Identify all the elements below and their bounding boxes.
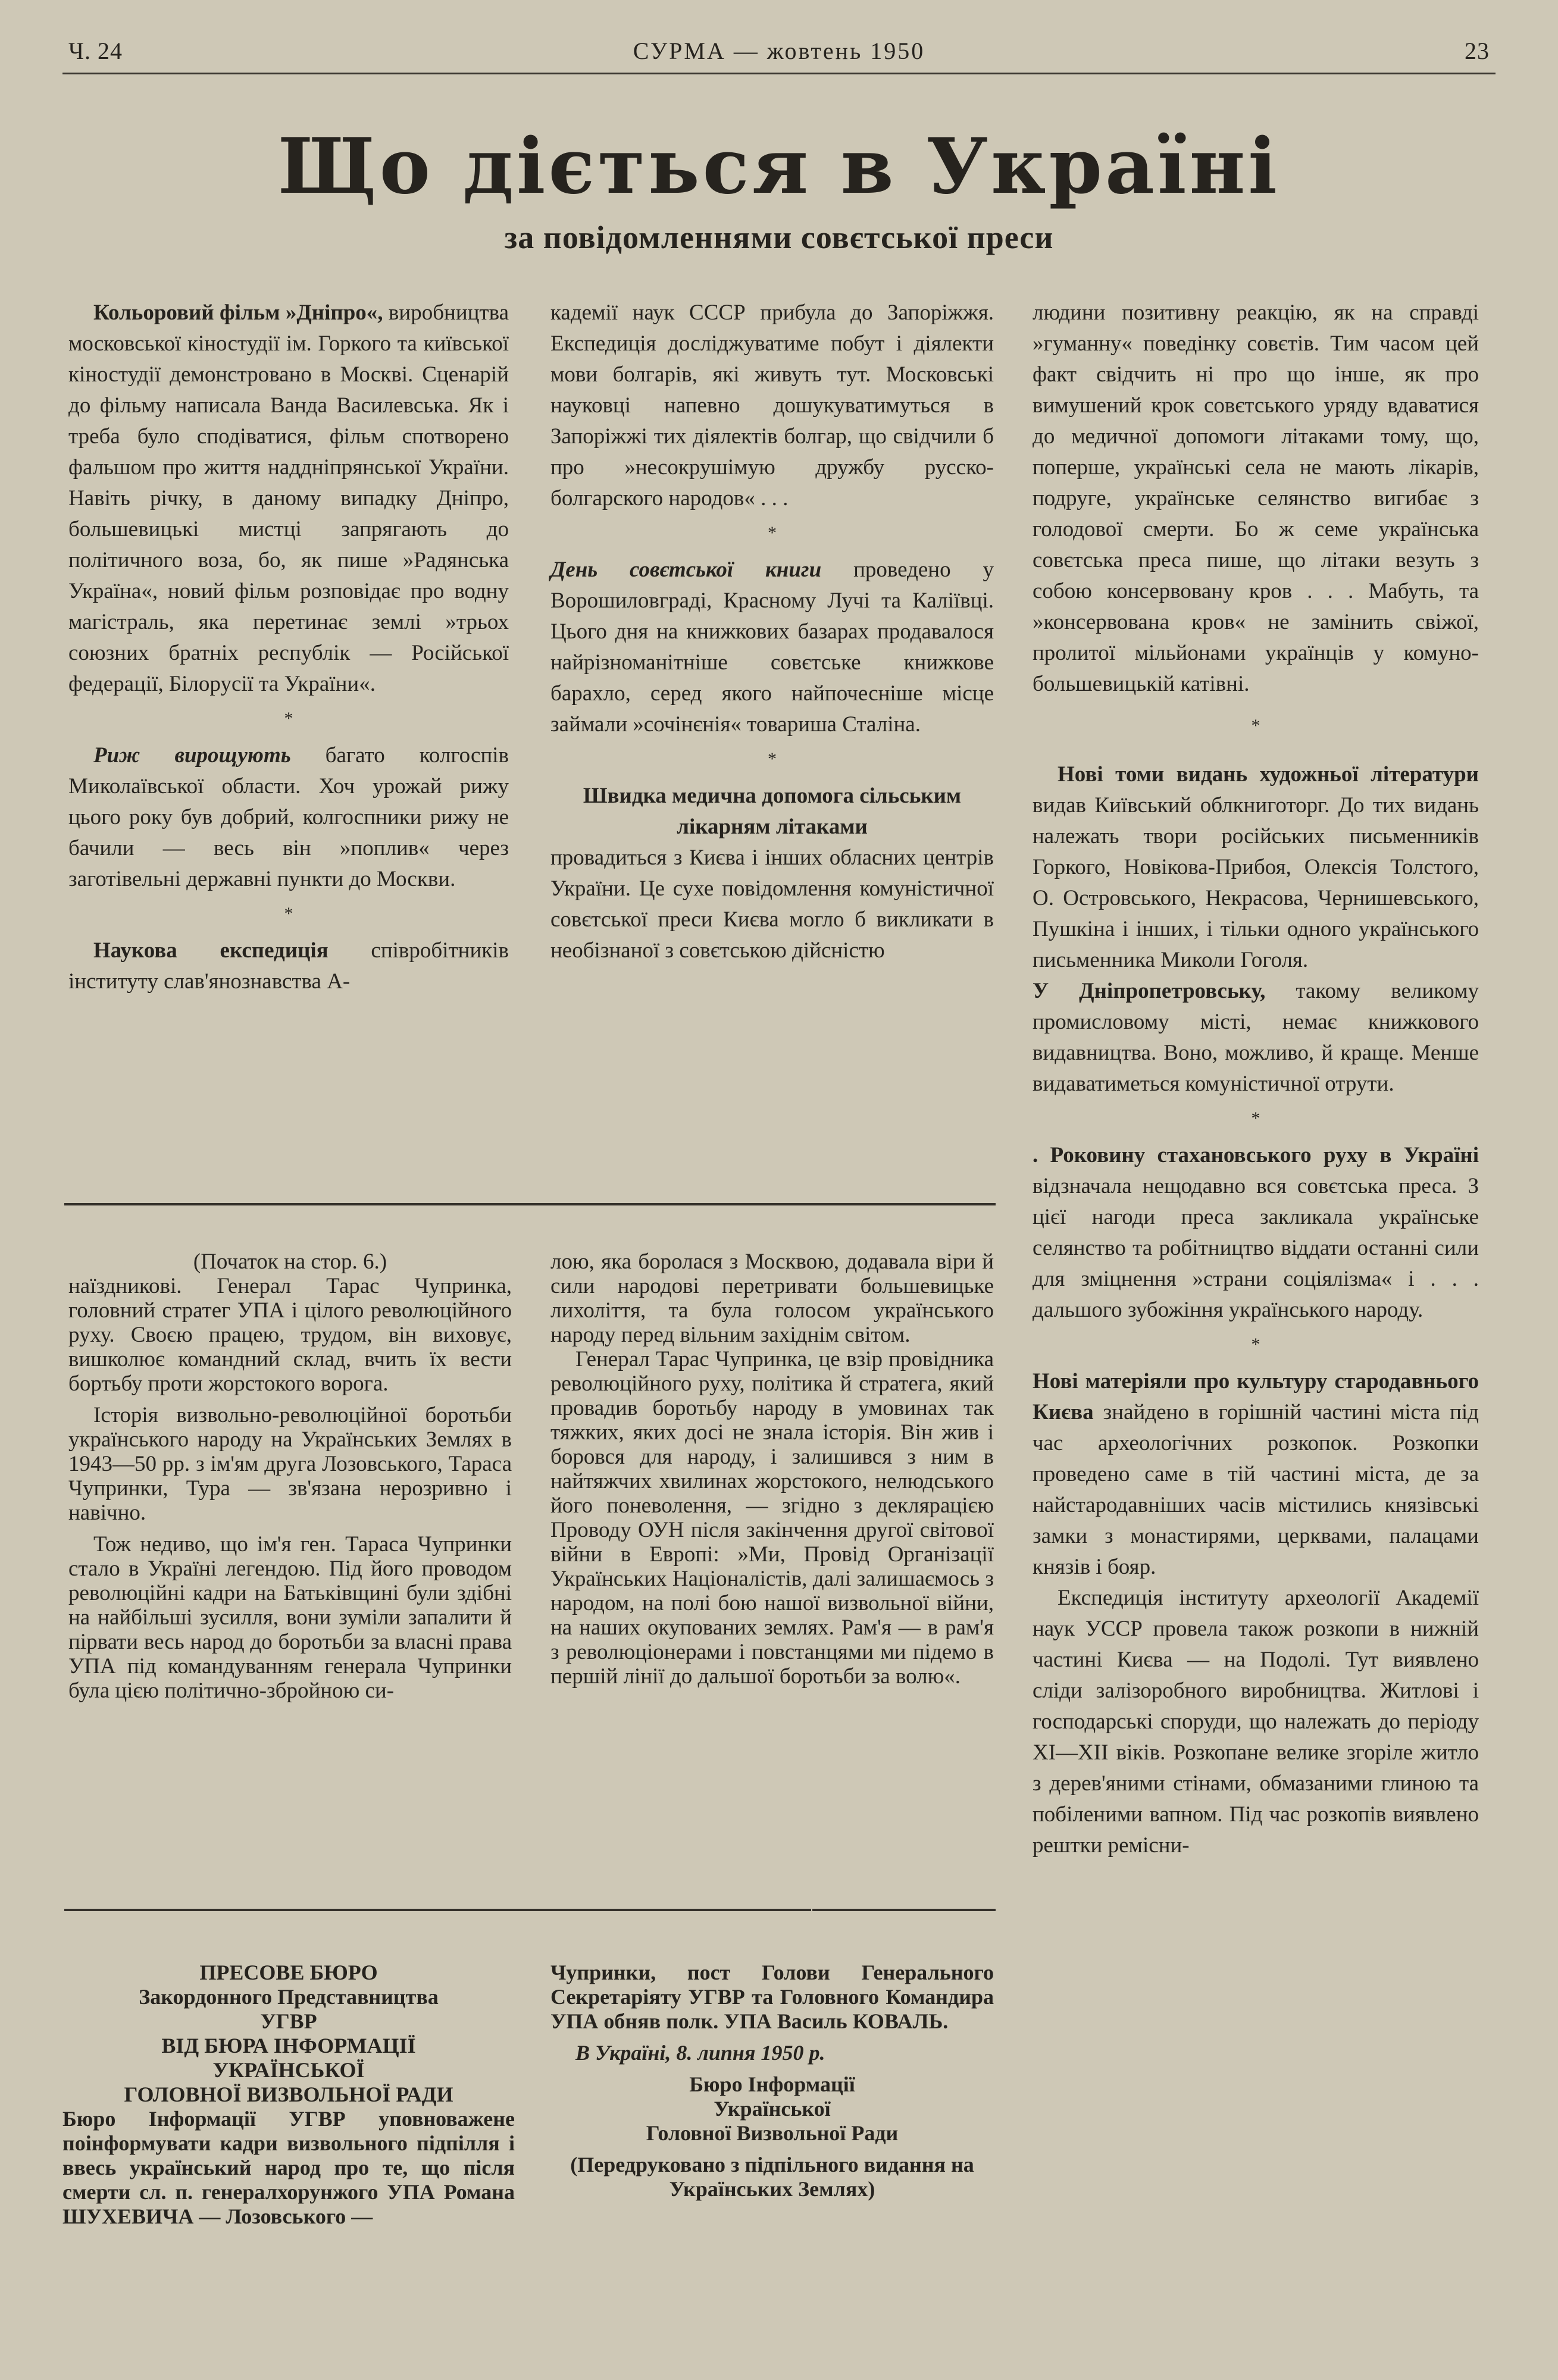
separator-star: * <box>1251 1108 1260 1128</box>
separator-star: * <box>1251 1335 1260 1354</box>
section-divider <box>64 1909 811 1911</box>
separator-star: * <box>284 904 293 923</box>
separator-star: * <box>1251 716 1260 735</box>
paragraph: Історія визвольно-революційної боротьби українського народу на Українських Землях в 1943—50 рр. з ім'ям друга Лозовського, Тараса Чупринки, Тура — зв'язана нерозривно і навічно. <box>68 1403 512 1525</box>
paragraph-text: видав Київський облкниготорг. До тих видань належать твори російських письменників Горкого, Новікова-Прибоя, Олексія Толстого, О. Островського, Некрасова, Чернишевського, Пушкіна і інших, і тільки одного українського письменника Миколи Гоголя. <box>1033 793 1479 972</box>
signature-line: Української <box>714 2097 831 2121</box>
page-title: Що діється в Україні <box>278 122 1280 211</box>
running-head <box>68 37 1490 73</box>
page-subtitle: за повідомленнями совєтської преси <box>504 220 1054 255</box>
article-column-1 <box>68 298 509 997</box>
separator-star: * <box>284 709 293 728</box>
lead-in: Риж вирощують <box>93 743 291 768</box>
press-bureau-notice <box>62 1961 515 2229</box>
paragraph: Тож недиво, що ім'я ген. Тараса Чупринки стало в Україні легендою. Під його проводом революційні кадри на Батьківщині були здібні на найбільші зусилля, вони зуміли запалити й пірвати весь народ до боротьби за власні права УПА під командуванням генерала Чупринки була цією політично-збройною си- <box>68 1532 512 1703</box>
section-heading: Швидка медична допомога сільським лікарням літаками <box>583 784 962 839</box>
signature-line: Головної Визвольної Ради <box>646 2121 899 2145</box>
press-bureau-notice-continued <box>550 1961 994 2202</box>
paragraph <box>68 935 509 997</box>
paragraph <box>68 298 509 700</box>
notice-heading: ВІД БЮРА ІНФОРМАЦІЇ <box>161 2034 416 2058</box>
masthead: СУРМА — жовтень 1950 <box>633 37 925 64</box>
paragraph <box>1033 759 1479 976</box>
paragraph: Чупринки, пост Голови Генерального Секретаріяту УГВР та Головного Командира УПА обняв полк. УПА Василь КОВАЛЬ. <box>550 1961 994 2033</box>
paragraph <box>68 740 509 895</box>
lead-in: День совєтської книги <box>550 558 822 582</box>
continuation-column-1 <box>68 1250 512 1703</box>
lead-in: . Роковину стахановського руху в Україні <box>1033 1143 1479 1167</box>
paragraph: Генерал Тарас Чупринка, це взір провідника революційного руху, політика й стратега, який провадив боротьбу народу в умовинах так тяжких, яких досі не знала історія. Він жив і боровся для народу, і залишився з ним в найтяжчих хвилинах жорстокого, нелюдського його поневолення, — згідно з деклярацією Проводу ОУН після закінчення другої світової війни в Европі: »Ми, Провід Організації Українських Націоналістів, далі залишаємось з народом, на полі бою нашої визвольної війни, на наших окупованих землях. Рам'я — в рам'я з революціонерами і повстанцями ми підемо в першій лінії до дальшої боротьби за волю«. <box>550 1347 994 1689</box>
paragraph-text: знайдено в горішній частині міста під час археологічних розкопок. Розкопки проведено саме в тій частині міста, де за найстародавніших часів містились князівські замки з монастирями, церквами, палацами князів і бояр. <box>1033 1400 1479 1579</box>
paragraph: кадемії наук СССР прибула до Запоріжжя. Експедиція досліджуватиме побут і діялекти мови болгарів, які живуть тут. Московські науковці напевно дошукуватимуться в Запоріжжі тих діялектів болгар, що свідчили б про »несокрушімую дружбу русско-болгарского народов« . . . <box>550 300 994 511</box>
source-note: (Передруковано з підпільного видання на Українських Землях) <box>570 2153 974 2201</box>
paragraph <box>1033 1366 1479 1583</box>
notice-date: В Україні, 8. липня 1950 р. <box>575 2041 825 2065</box>
issue-number: Ч. 24 <box>68 37 123 64</box>
page-number: 23 <box>1465 37 1490 64</box>
paragraph-text: відзначала нещодавно вся совєтська преса. З цієї нагоди преса закликала українське селянство та робітництво віддати останні сили для зміцнення »страни соціялізма« і . . . дальшого зубожіння українського народу. <box>1033 1174 1479 1322</box>
lead-in: Наукова експедиція <box>93 938 329 963</box>
notice-heading: ГОЛОВНОЇ ВИЗВОЛЬНОЇ РАДИ <box>124 2082 453 2106</box>
lead-in: Нові матеріяли про культуру стародавнього Києва <box>1033 1369 1479 1424</box>
lead-in: Кольоровий фільм »Дніпро«, <box>93 300 383 325</box>
signature-line: Бюро Інформації <box>689 2072 855 2096</box>
paragraph <box>550 555 994 740</box>
paragraph-text: багато колгоспів Миколаївської области. Хоч урожай рижу цього року був добрий, колгоспники рижу не бачили — весь він »поплив« через заготівельні державні пункти до Москви. <box>68 743 509 891</box>
paragraph-text: співробітників інституту слав'янознавства А- <box>68 938 509 994</box>
paragraph <box>1033 976 1479 1100</box>
paragraph: Експедиція інституту археології Академії наук УССР провела також розкопи в нижній частині Києва — на Подолі. Тут виявлено сліди залізоробного виробництва. Житлові і господарські споруди, що належать до періоду XI—XII віків. Розкопане велике згоріле житло з дерев'яними стінами, обмазаними глиною та побіленими вапном. Під час розкопів виявлено рештки ремісни- <box>1033 1586 1479 1858</box>
paragraph: Бюро Інформації УГВР уповноважене поінформувати кадри визвольного підпілля і ввесь український народ про те, що після смерти сл. п. генералхорунжого УПА Романа ШУХЕВИЧА — Лозовського — <box>62 2107 515 2228</box>
continuation-note: (Початок на стор. 6.) <box>193 1250 387 1274</box>
notice-heading: Закордонного Представництва <box>139 1985 439 2009</box>
paragraph: лою, яка боролася з Москвою, додавала віри й сили народові перетривати большевицьке лихоліття, та була голосом українського народу перед вільним західнім світом. <box>550 1250 994 1347</box>
separator-star: * <box>768 749 777 769</box>
notice-heading: ПРЕСОВЕ БЮРО <box>199 1961 378 1984</box>
header-rule <box>62 73 1496 74</box>
lead-in: Нові томи видань художньої літератури <box>1058 762 1479 787</box>
article-column-2 <box>550 298 994 966</box>
section-divider <box>64 1203 996 1205</box>
paragraph-text: виробництва московської кіностудії ім. Горкого та київської кіностудії демонстровано в Москві. Сценарій до фільму написала Ванда Василевська. Як і треба було сподіватися, фільм спотворено фальшом про життя наддніпрянської України. Навіть річку, в даному випадку Дніпро, большевицькі мистці запрягають до політичного воза, бо, як пише »Радянська Україна«, новий фільм розповідає про водну магістраль, яка перетинає землі »трьох союзних братніх республік — Російської федерації, Білорусії та України«. <box>68 300 509 696</box>
continuation-column-2 <box>550 1250 994 1689</box>
paragraph: наїздникові. Генерал Тарас Чупринка, головний стратег УПА і цілого революційного руху. Своєю працею, трудом, він виховує, вишколює командний склад, вчить їх вести бортьбу проти жорстокого ворога. <box>68 1274 512 1396</box>
separator-star: * <box>768 523 777 543</box>
paragraph-text: такому великому промисловому місті, немає книжкового видавництва. Воно, можливо, й краще. Менше видаватиметься комуністичної отрути. <box>1033 979 1479 1096</box>
notice-heading: УКРАЇНСЬКОЇ <box>212 2058 365 2082</box>
article-column-3 <box>1033 298 1479 1861</box>
section-divider <box>812 1909 996 1911</box>
paragraph: провадиться з Києва і інших обласних центрів України. Це сухе повідомлення комуністичної совєтської преси Києва могло б викликати в необізнаної з совєтською дійсністю <box>550 845 994 963</box>
lead-in: У Дніпропетровську, <box>1033 979 1266 1003</box>
paragraph: людини позитивну реакцію, як на справді »гуманну« поведінку совєтів. Тим часом цей факт свідчить ні про що інше, як про вимушений крок совєтського уряду вдаватися до медичної допомоги літаками тому, що, поперше, українські села не мають лікарів, подруге, українське селянство вигибає з голодової смерти. Бо ж семе українська совєтська преса пише, що літаки везуть з собою консервовану кров . . . Мабуть, та »консервована кров« не замінить свіжої, пролитої мільйонами українців у комуно-большевицькій катівні. <box>1033 300 1479 696</box>
paragraph-text: проведено у Ворошиловграді, Красному Лучі та Каліївці. Цього дня на книжкових базарах продавалося найрізноманітніше совєтське книжкове барахло, серед якого найпочесніше місце займали »сочінєнія« товариша Сталіна. <box>550 558 994 737</box>
notice-heading: УГВР <box>260 2009 317 2033</box>
paragraph <box>1033 1140 1479 1326</box>
